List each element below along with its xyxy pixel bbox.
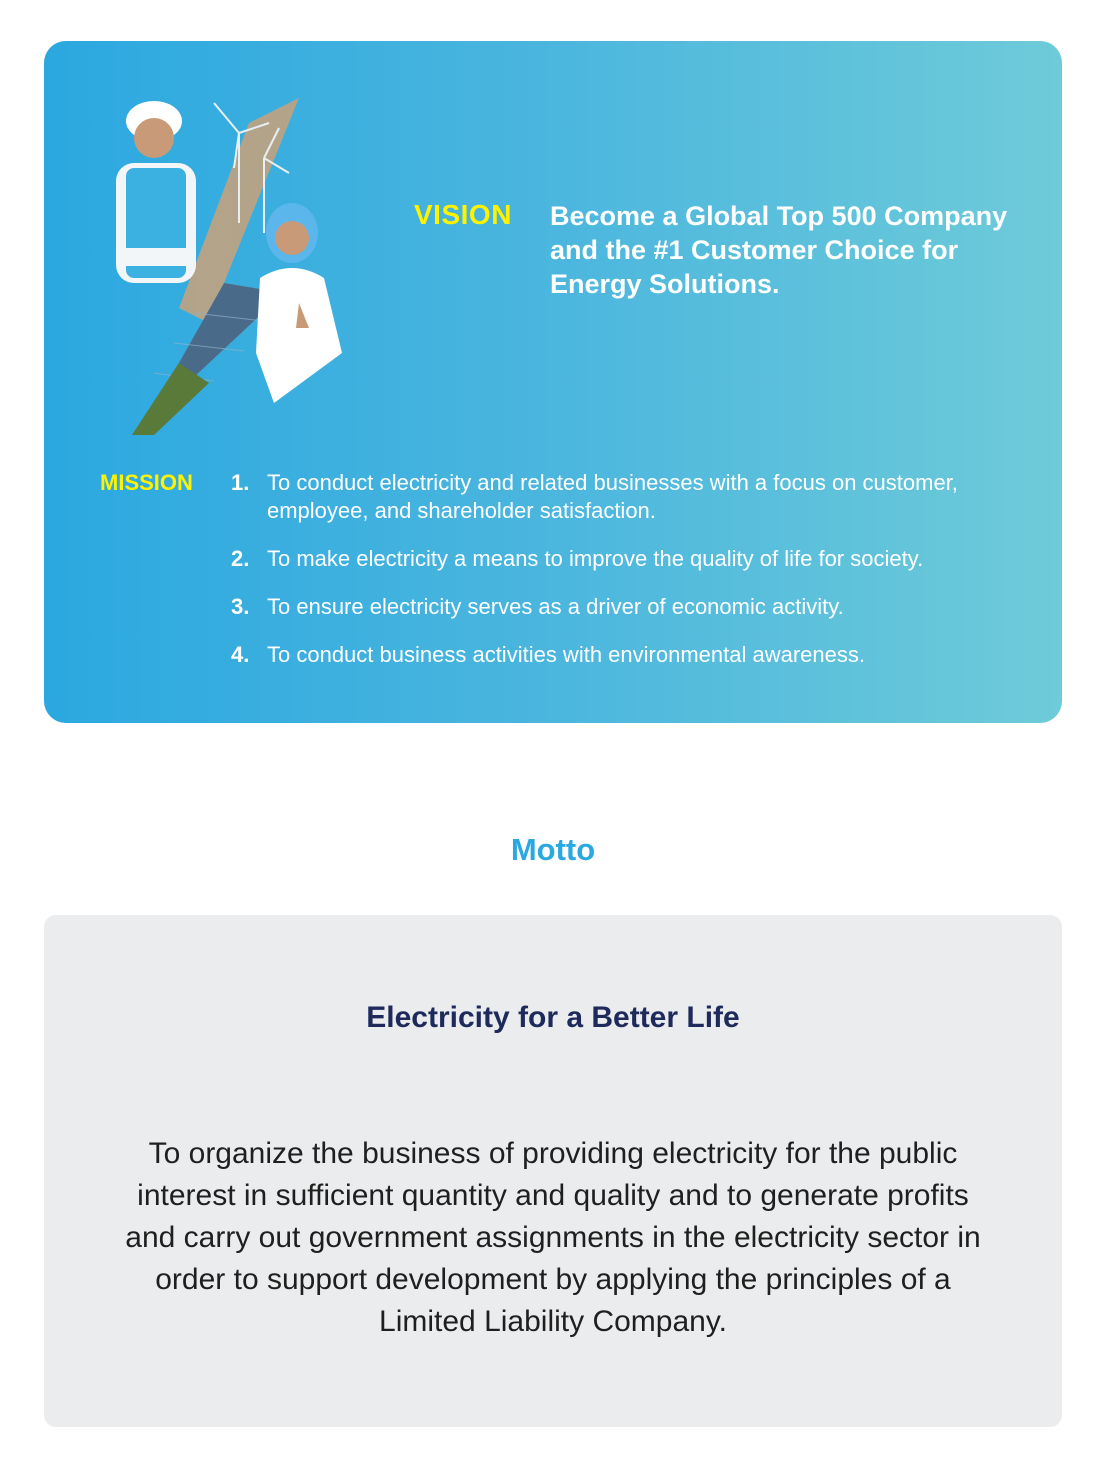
mission-item-text: To conduct business activities with environmental awareness.	[267, 642, 865, 667]
mission-item-number: 4.	[231, 642, 250, 667]
motto-title: Electricity for a Better Life	[366, 1001, 740, 1034]
vision-mission-card	[44, 41, 1062, 723]
mission-label: MISSION	[100, 470, 193, 495]
mission-item	[231, 641, 1041, 669]
mission-item	[231, 469, 1041, 525]
mission-list	[231, 469, 1041, 689]
woman-figure	[256, 203, 342, 403]
mission-item	[231, 545, 1041, 573]
mission-item	[231, 593, 1041, 621]
motto-heading: Motto	[510, 832, 596, 867]
mission-item-text: To ensure electricity serves as a driver of economic activity.	[267, 594, 844, 619]
mission-item-text: To make electricity a means to improve the quality of life for society.	[267, 546, 924, 571]
motto-card	[44, 915, 1062, 1427]
man-figure	[116, 101, 196, 283]
mission-item-number: 2.	[231, 546, 250, 571]
motto-description: To organize the business of providing electricity for the public interest in sufficient quantity and quality and to generate profits and carry out government assignments in the electricity sector in order to support development by applying the principles of a Limited Liability Company.	[125, 1137, 981, 1338]
hero-illustration	[74, 63, 374, 443]
mission-item-number: 3.	[231, 594, 250, 619]
mission-item-number: 1.	[231, 470, 250, 495]
mission-item-text: To conduct electricity and related businesses with a focus on customer, employee, and shareholder satisfaction.	[267, 470, 958, 523]
vision-label: VISION	[414, 199, 512, 230]
vision-statement: Become a Global Top 500 Company and the #1 Customer Choice for Energy Solutions.	[550, 201, 1008, 299]
